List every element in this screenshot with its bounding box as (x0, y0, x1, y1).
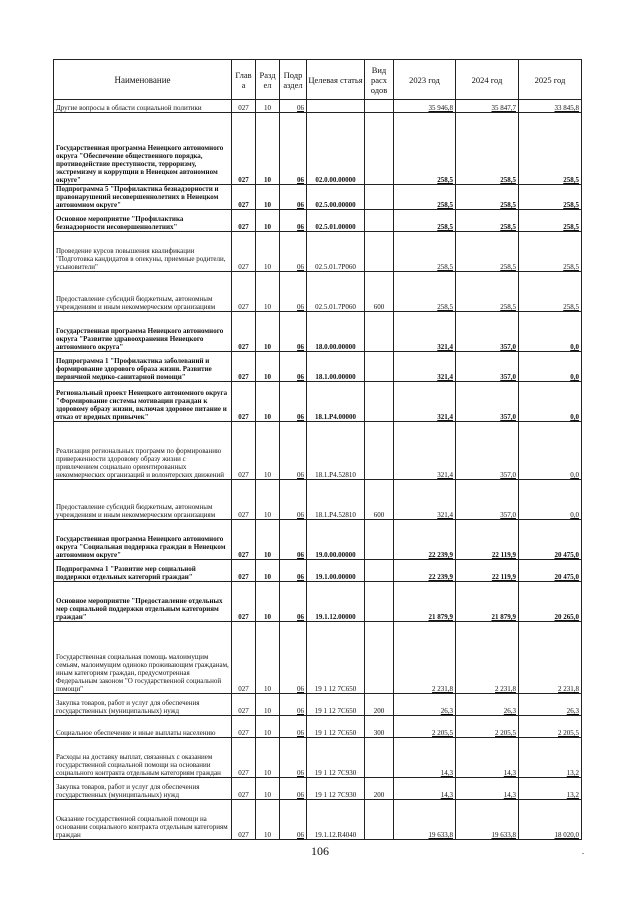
page-number: 106 (311, 844, 329, 858)
cell-glava: 027 (232, 232, 256, 272)
cell-glava: 027 (232, 272, 256, 312)
cell-razdel: 10 (256, 560, 280, 582)
table-row (54, 694, 582, 716)
cell-razdel: 10 (256, 185, 280, 210)
cell-glava: 027 (232, 480, 256, 520)
cell-y2024: 357,0 (456, 480, 519, 520)
table-row (54, 422, 582, 480)
cell-vid (365, 232, 394, 272)
cell-podrazdel: 06 (280, 694, 307, 716)
table-row (54, 312, 582, 352)
cell-y2024: 14,3 (456, 738, 519, 778)
cell-vid (365, 422, 394, 480)
cell-vid (365, 100, 394, 113)
table-row (54, 560, 582, 582)
cell-y2023: 258,5 (394, 272, 456, 312)
cell-y2023: 321,4 (394, 422, 456, 480)
cell-y2023: 35 946,8 (394, 100, 456, 113)
header-name: Наименование (54, 60, 232, 100)
cell-y2024: 22 119,9 (456, 560, 519, 582)
cell-target: 02.5.00.00000 (307, 185, 365, 210)
cell-vid (365, 113, 394, 185)
cell-podrazdel: 06 (280, 312, 307, 352)
cell-y2023: 258,5 (394, 232, 456, 272)
cell-podrazdel: 06 (280, 778, 307, 800)
cell-razdel: 10 (256, 738, 280, 778)
table-row (54, 480, 582, 520)
cell-y2025: 20 475,0 (519, 560, 582, 582)
cell-y2023: 14,3 (394, 738, 456, 778)
cell-name: Государственная программа Ненецкого автономного округа "Обеспечение общественного порядка, противодействие преступности, терроризму, экстремизму и коррупции в Ненецком автономном округе" (54, 113, 232, 185)
cell-y2025: 258,5 (519, 210, 582, 232)
cell-glava: 027 (232, 100, 256, 113)
cell-vid (365, 560, 394, 582)
cell-glava: 027 (232, 382, 256, 422)
cell-razdel: 10 (256, 422, 280, 480)
cell-y2024: 258,5 (456, 272, 519, 312)
cell-y2025: 0,0 (519, 312, 582, 352)
cell-target: 02.5.01.7Р060 (307, 272, 365, 312)
cell-name: Государственная программа Ненецкого автономного округа "Развитие здравоохранения Ненецкого автономного округа" (54, 312, 232, 352)
cell-podrazdel: 06 (280, 738, 307, 778)
cell-y2023: 21 879,9 (394, 582, 456, 622)
cell-vid: 200 (365, 778, 394, 800)
cell-vid (365, 738, 394, 778)
cell-y2025: 13,2 (519, 778, 582, 800)
table-row (54, 382, 582, 422)
cell-glava: 027 (232, 738, 256, 778)
cell-y2023: 14,3 (394, 778, 456, 800)
header-podrazdel: Подр аздел (280, 60, 307, 100)
cell-glava: 027 (232, 113, 256, 185)
cell-vid: 600 (365, 480, 394, 520)
cell-name: Оказание государственной социальной помощи на основании социального контракта отдельным категориям граждан (54, 800, 232, 840)
cell-y2023: 26,3 (394, 694, 456, 716)
cell-y2023: 321,4 (394, 382, 456, 422)
cell-y2024: 26,3 (456, 694, 519, 716)
cell-razdel: 10 (256, 778, 280, 800)
cell-podrazdel: 06 (280, 232, 307, 272)
cell-razdel: 10 (256, 800, 280, 840)
cell-target: 18.1.Р4.52810 (307, 422, 365, 480)
cell-target: 19.1.12.00000 (307, 582, 365, 622)
cell-y2025: 0,0 (519, 382, 582, 422)
cell-podrazdel: 06 (280, 582, 307, 622)
cell-name: Предоставление субсидий бюджетным, автономным учреждениям и иным некоммерческим организациям (54, 480, 232, 520)
cell-y2023: 258,5 (394, 185, 456, 210)
cell-y2023: 321,4 (394, 312, 456, 352)
table-row (54, 113, 582, 185)
cell-y2025: 18 020,0 (519, 800, 582, 840)
cell-podrazdel: 06 (280, 352, 307, 382)
cell-razdel: 10 (256, 382, 280, 422)
cell-name: Региональный проект Ненецкого автономного округа "Формирование системы мотивации граждан к здоровому образу жизни, включая здоровое питание и отказ от вредных привычек" (54, 382, 232, 422)
cell-podrazdel: 06 (280, 272, 307, 312)
cell-podrazdel: 06 (280, 210, 307, 232)
cell-razdel: 10 (256, 716, 280, 738)
cell-y2024: 258,5 (456, 210, 519, 232)
cell-vid (365, 210, 394, 232)
cell-y2025: 258,5 (519, 185, 582, 210)
cell-target: 19 1 12 7С650 (307, 716, 365, 738)
cell-glava: 027 (232, 694, 256, 716)
budget-table (53, 59, 582, 840)
cell-name: Другие вопросы в области социальной политики (54, 100, 232, 113)
cell-razdel: 10 (256, 480, 280, 520)
cell-razdel: 10 (256, 622, 280, 694)
cell-podrazdel: 06 (280, 480, 307, 520)
cell-y2023: 22 239,9 (394, 560, 456, 582)
cell-glava: 027 (232, 185, 256, 210)
cell-name: Реализация региональных программ по формированию приверженности здоровому образу жизни с привлечением социально ориентированных некоммерческих организаций и волонтерских движений (54, 422, 232, 480)
cell-y2024: 35 847,7 (456, 100, 519, 113)
cell-vid (365, 185, 394, 210)
header-glava: Глав а (232, 60, 256, 100)
cell-name: Предоставление субсидий бюджетным, автономным учреждениям и иным некоммерческим организациям (54, 272, 232, 312)
cell-podrazdel: 06 (280, 716, 307, 738)
cell-podrazdel: 06 (280, 560, 307, 582)
cell-name: Подпрограмма 1 "Развитие мер социальной поддержки отдельных категорий граждан" (54, 560, 232, 582)
cell-target: 02.5.01.00000 (307, 210, 365, 232)
cell-target: 19 1 12 7С650 (307, 694, 365, 716)
cell-vid: 300 (365, 716, 394, 738)
cell-name: Закупка товаров, работ и услуг для обеспечения государственных (муниципальных) нужд (54, 778, 232, 800)
cell-y2024: 357,0 (456, 312, 519, 352)
cell-y2024: 21 879,9 (456, 582, 519, 622)
cell-razdel: 10 (256, 694, 280, 716)
cell-name: Социальное обеспечение и иные выплаты населению (54, 716, 232, 738)
table-row (54, 100, 582, 113)
cell-y2023: 258,5 (394, 113, 456, 185)
table-row (54, 622, 582, 694)
cell-target: 18.1.Р4.00000 (307, 382, 365, 422)
table-row (54, 210, 582, 232)
table-row (54, 272, 582, 312)
table-row (54, 800, 582, 840)
table-body (54, 100, 582, 840)
cell-razdel: 10 (256, 100, 280, 113)
cell-razdel: 10 (256, 520, 280, 560)
table-row (54, 185, 582, 210)
cell-name: Государственная социальная помощь малоимущим семьям, малоимущим одиноко проживающим гражданам, иным категориям граждан, предусмотренная Федеральным законом "О государственной социальной помощи" (54, 622, 232, 694)
cell-glava: 027 (232, 560, 256, 582)
cell-glava: 027 (232, 800, 256, 840)
cell-y2025: 33 845,8 (519, 100, 582, 113)
cell-podrazdel: 06 (280, 800, 307, 840)
cell-podrazdel: 06 (280, 382, 307, 422)
cell-y2025: 0,0 (519, 480, 582, 520)
cell-y2024: 14,3 (456, 778, 519, 800)
table-row (54, 520, 582, 560)
cell-y2023: 258,5 (394, 210, 456, 232)
cell-y2023: 2 205,5 (394, 716, 456, 738)
cell-target: 19.0.00.00000 (307, 520, 365, 560)
cell-target: 19.1.00.00000 (307, 560, 365, 582)
cell-glava: 027 (232, 312, 256, 352)
header-2025: 2025 год (519, 60, 582, 100)
cell-name: Проведение курсов повышения квалификации "Подготовка кандидатов в опекуны, приемные родители, усыновители" (54, 232, 232, 272)
cell-y2025: 2 231,8 (519, 622, 582, 694)
cell-target (307, 100, 365, 113)
cell-target: 02.0.00.00000 (307, 113, 365, 185)
table-row (54, 778, 582, 800)
cell-target: 02.5.01.7Р060 (307, 232, 365, 272)
cell-podrazdel: 06 (280, 113, 307, 185)
header-row (54, 60, 582, 100)
cell-y2024: 22 119,9 (456, 520, 519, 560)
cell-y2024: 357,0 (456, 422, 519, 480)
cell-podrazdel: 06 (280, 100, 307, 113)
cell-name: Подпрограмма 1 "Профилактика заболеваний и формирование здорового образа жизни. Развитие первичной медико-санитарной помощи" (54, 352, 232, 382)
cell-razdel: 10 (256, 232, 280, 272)
cell-name: Государственная программа Ненецкого автономного округа "Социальная поддержка граждан в Ненецком автономном округе" (54, 520, 232, 560)
cell-y2024: 258,5 (456, 232, 519, 272)
cell-y2023: 2 231,8 (394, 622, 456, 694)
cell-y2023: 321,4 (394, 480, 456, 520)
cell-y2025: 20 475,0 (519, 520, 582, 560)
cell-name: Основное мероприятие "Профилактика безнадзорности несовершеннолетних" (54, 210, 232, 232)
cell-razdel: 10 (256, 312, 280, 352)
cell-y2024: 2 205,5 (456, 716, 519, 738)
cell-y2023: 321,4 (394, 352, 456, 382)
table-row (54, 582, 582, 622)
cell-y2024: 2 231,8 (456, 622, 519, 694)
cell-podrazdel: 06 (280, 622, 307, 694)
cell-target: 18.1.Р4.52810 (307, 480, 365, 520)
cell-podrazdel: 06 (280, 185, 307, 210)
cell-glava: 027 (232, 582, 256, 622)
cell-razdel: 10 (256, 352, 280, 382)
cell-y2024: 258,5 (456, 185, 519, 210)
cell-y2025: 13,2 (519, 738, 582, 778)
header-target: Целевая статья (307, 60, 365, 100)
cell-y2025: 258,5 (519, 113, 582, 185)
cell-name: Закупка товаров, работ и услуг для обеспечения государственных (муниципальных) нужд (54, 694, 232, 716)
cell-y2025: 258,5 (519, 272, 582, 312)
cell-podrazdel: 06 (280, 520, 307, 560)
cell-y2025: 20 265,0 (519, 582, 582, 622)
cell-name: Расходы на доставку выплат, связанных с оказанием государственной социальной помощи на основании социального контракта отдельным категориям граждан (54, 738, 232, 778)
cell-y2024: 19 633,8 (456, 800, 519, 840)
cell-y2025: 0,0 (519, 422, 582, 480)
header-vid: Вид расх одов (365, 60, 394, 100)
cell-target: 18.1.00.00000 (307, 352, 365, 382)
cell-vid: 600 (365, 272, 394, 312)
cell-y2025: 26,3 (519, 694, 582, 716)
cell-vid (365, 622, 394, 694)
cell-glava: 027 (232, 622, 256, 694)
cell-glava: 027 (232, 422, 256, 480)
cell-glava: 027 (232, 352, 256, 382)
cell-target: 19 1 12 7С930 (307, 778, 365, 800)
cell-y2024: 357,0 (456, 382, 519, 422)
table-row (54, 352, 582, 382)
cell-razdel: 10 (256, 582, 280, 622)
cell-vid: 200 (365, 694, 394, 716)
table-row (54, 232, 582, 272)
cell-name: Основное мероприятие "Предоставление отдельных мер социальной поддержки отдельным категориям граждан" (54, 582, 232, 622)
cell-name: Подпрограмма 5 "Профилактика безнадзорности и правонарушений несовершеннолетних в Ненецком автономном округе" (54, 185, 232, 210)
cell-y2025: 2 205,5 (519, 716, 582, 738)
cell-y2024: 357,0 (456, 352, 519, 382)
cell-vid (365, 382, 394, 422)
cell-y2023: 22 239,9 (394, 520, 456, 560)
cell-razdel: 10 (256, 113, 280, 185)
cell-glava: 027 (232, 778, 256, 800)
cell-target: 19.1.12.R4040 (307, 800, 365, 840)
cell-glava: 027 (232, 210, 256, 232)
cell-y2023: 19 633,8 (394, 800, 456, 840)
cell-vid (365, 582, 394, 622)
cell-vid (365, 800, 394, 840)
cell-glava: 027 (232, 520, 256, 560)
table-row (54, 738, 582, 778)
header-2023: 2023 год (394, 60, 456, 100)
cell-razdel: 10 (256, 210, 280, 232)
cell-target: 19 1 12 7С650 (307, 622, 365, 694)
cell-y2024: 258,5 (456, 113, 519, 185)
cell-target: 19 1 12 7С930 (307, 738, 365, 778)
cell-glava: 027 (232, 716, 256, 738)
cell-vid (365, 520, 394, 560)
table-row (54, 716, 582, 738)
cell-y2025: 0,0 (519, 352, 582, 382)
cell-podrazdel: 06 (280, 422, 307, 480)
scan-artifact (582, 853, 584, 854)
header-2024: 2024 год (456, 60, 519, 100)
cell-vid (365, 312, 394, 352)
cell-vid (365, 352, 394, 382)
cell-y2025: 258,5 (519, 232, 582, 272)
header-razdel: Разд ел (256, 60, 280, 100)
cell-razdel: 10 (256, 272, 280, 312)
cell-target: 18.0.00.00000 (307, 312, 365, 352)
